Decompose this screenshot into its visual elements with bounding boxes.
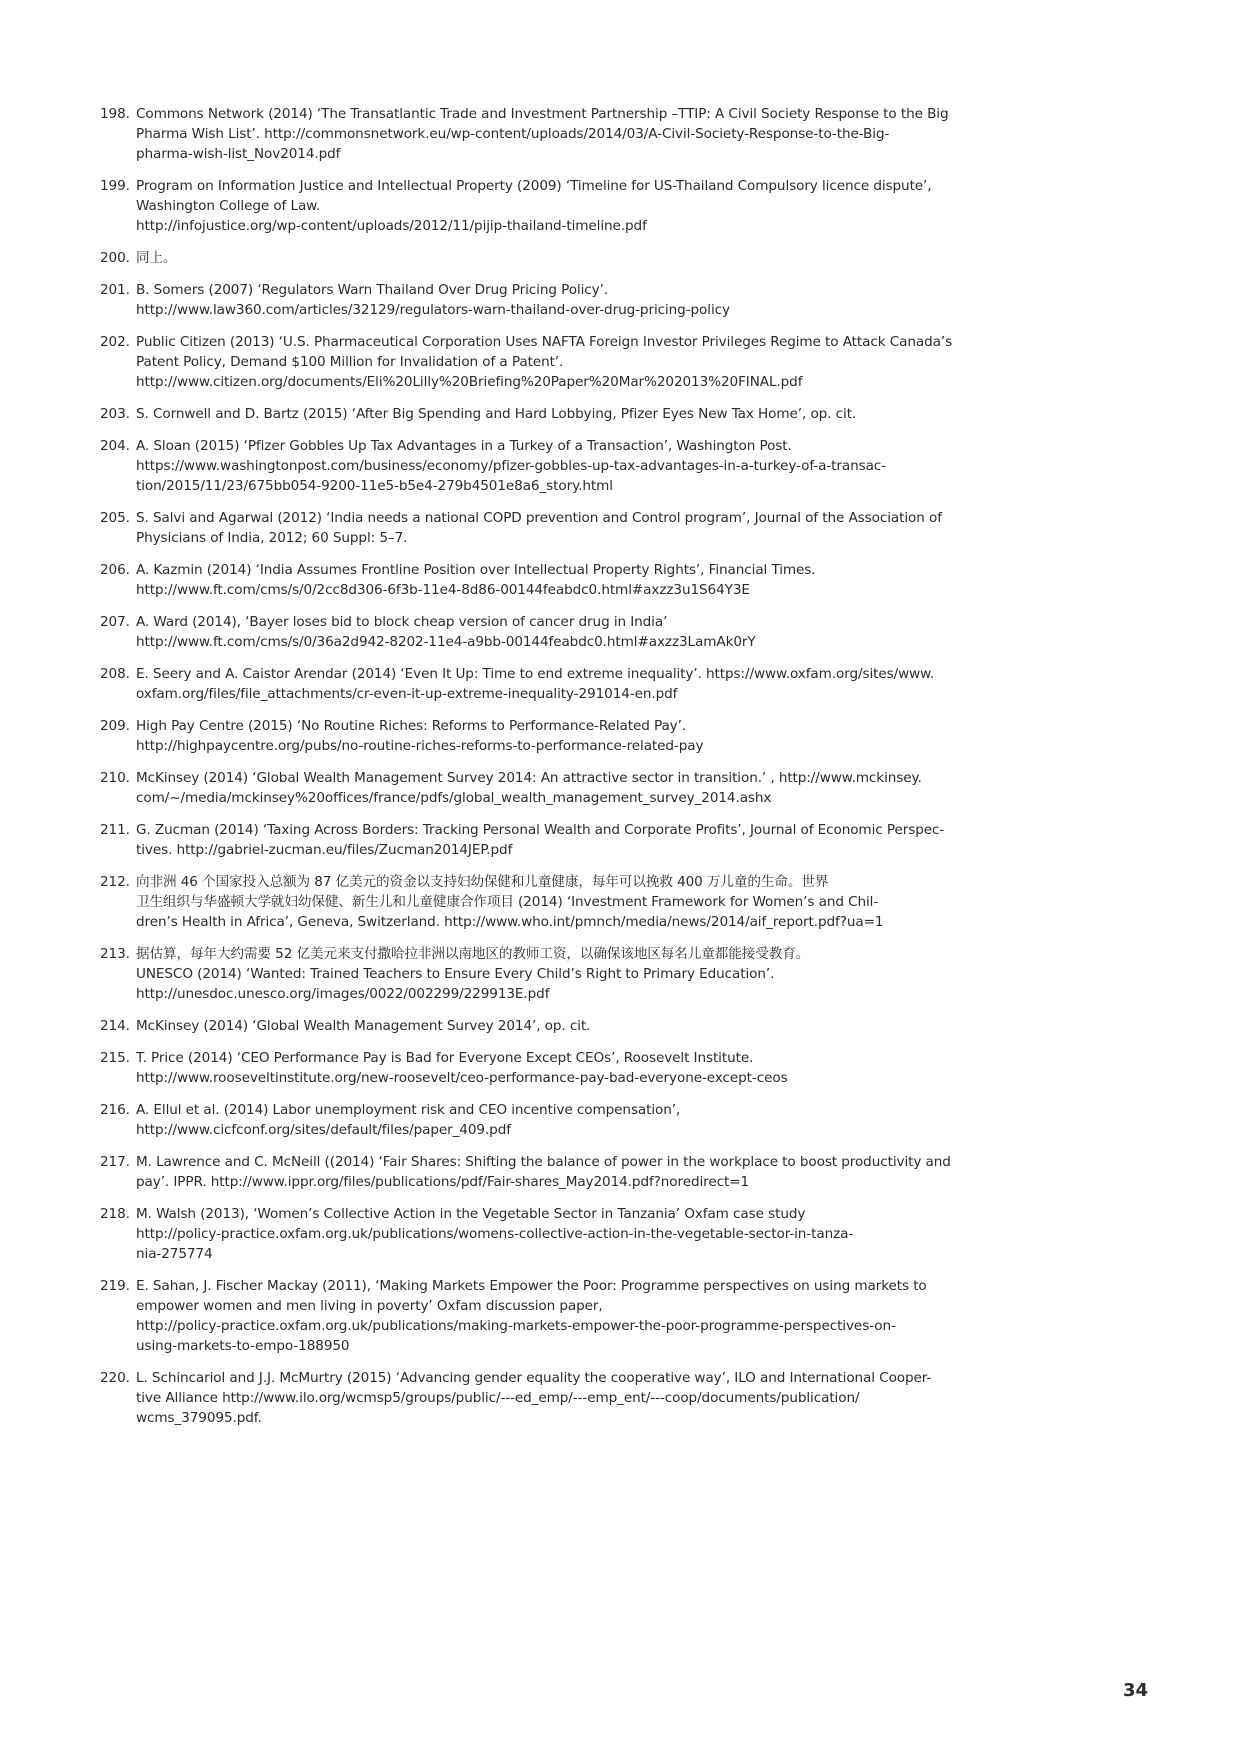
reference-number: 213. [100, 946, 130, 962]
reference-number: 215. [100, 1050, 130, 1066]
reference-number: 209. [100, 718, 130, 734]
reference-number: 199. [100, 178, 130, 194]
reference-text [136, 1016, 996, 1036]
reference-number: 217. [100, 1154, 130, 1170]
reference-number: 206. [100, 562, 130, 578]
reference-line: A. Kazmin (2014) ‘India Assumes Frontline Position over Intellectual Property Rights’, Financial Times. [136, 562, 816, 578]
reference-item [100, 332, 996, 392]
reference-line: McKinsey (2014) ‘Global Wealth Management Survey 2014’, op. cit. [136, 1018, 591, 1034]
reference-number: 201. [100, 282, 130, 298]
reference-line: S. Cornwell and D. Bartz (2015) ‘After Big Spending and Hard Lobbying, Pfizer Eyes New Tax Home’, op. cit. [136, 406, 857, 422]
reference-line: M. Lawrence and C. McNeill ((2014) ‘Fair Shares: Shifting the balance of power in the workplace to boost productivity and [136, 1154, 951, 1170]
reference-line: using-markets-to-empo-188950 [136, 1338, 350, 1354]
reference-line: http://unesdoc.unesco.org/images/0022/002299/229913E.pdf [136, 986, 550, 1002]
reference-item [100, 1100, 996, 1140]
reference-item [100, 436, 996, 496]
reference-line: http://highpaycentre.org/pubs/no-routine-riches-reforms-to-performance-related-pay [136, 738, 704, 754]
reference-item [100, 248, 996, 268]
reference-number: 200. [100, 250, 130, 266]
reference-item [100, 768, 996, 808]
reference-list [100, 104, 996, 1440]
reference-line: pay’. IPPR. http://www.ippr.org/files/publications/pdf/Fair-shares_May2014.pdf?noredirect=1 [136, 1174, 750, 1190]
reference-line: Washington College of Law. [136, 198, 321, 214]
reference-text [136, 1368, 996, 1428]
reference-item [100, 1276, 996, 1356]
reference-line: Commons Network (2014) ‘The Transatlantic Trade and Investment Partnership –TTIP: A Civil Society Response to the Big [136, 106, 949, 122]
reference-line: 据估算，每年大约需要 52 亿美元来支付撒哈拉非洲以南地区的教师工资，以确保该地区每名儿童都能接受教育。 [136, 946, 810, 962]
reference-item [100, 1204, 996, 1264]
reference-line: http://policy-practice.oxfam.org.uk/publications/womens-collective-action-in-the-vegetable-sector-in-tanza- [136, 1226, 854, 1242]
reference-text [136, 248, 996, 268]
reference-number: 214. [100, 1018, 130, 1034]
reference-text [136, 1048, 996, 1088]
reference-line: McKinsey (2014) ‘Global Wealth Management Survey 2014: An attractive sector in transition.’ , http://www.mckinsey. [136, 770, 922, 786]
reference-number: 212. [100, 874, 130, 890]
reference-line: http://www.law360.com/articles/32129/regulators-warn-thailand-over-drug-pricing-policy [136, 302, 730, 318]
reference-text [136, 104, 996, 164]
reference-number: 204. [100, 438, 130, 454]
reference-line: http://www.cicfconf.org/sites/default/files/paper_409.pdf [136, 1122, 511, 1138]
reference-text [136, 508, 996, 548]
reference-text [136, 768, 996, 808]
reference-line: Pharma Wish List’. http://commonsnetwork.eu/wp-content/uploads/2014/03/A-Civil-Society-Response-to-the-Big- [136, 126, 890, 142]
reference-line: Physicians of India, 2012; 60 Suppl: 5–7. [136, 530, 408, 546]
reference-number: 202. [100, 334, 130, 350]
reference-line: L. Schincariol and J.J. McMurtry (2015) ‘Advancing gender equality the cooperative way’, ILO and International Cooper- [136, 1370, 932, 1386]
reference-text [136, 1100, 996, 1140]
reference-line: wcms_379095.pdf. [136, 1410, 262, 1426]
reference-line: http://www.rooseveltinstitute.org/new-roosevelt/ceo-performance-pay-bad-everyone-except-ceos [136, 1070, 788, 1086]
reference-line: A. Sloan (2015) ‘Pfizer Gobbles Up Tax Advantages in a Turkey of a Transaction’, Washington Post. [136, 438, 792, 454]
reference-line: dren’s Health in Africa’, Geneva, Switzerland. http://www.who.int/pmnch/media/news/2014/aif_report.pdf?ua=1 [136, 914, 884, 930]
reference-text [136, 664, 996, 704]
reference-line: oxfam.org/files/file_attachments/cr-even-it-up-extreme-inequality-291014-en.pdf [136, 686, 678, 702]
reference-number: 220. [100, 1370, 130, 1386]
reference-text [136, 436, 996, 496]
reference-item [100, 872, 996, 932]
reference-line: M. Walsh (2013), ‘Women’s Collective Action in the Vegetable Sector in Tanzania’ Oxfam case study [136, 1206, 806, 1222]
reference-text [136, 560, 996, 600]
reference-line: E. Sahan, J. Fischer Mackay (2011), ‘Making Markets Empower the Poor: Programme perspectives on using markets to [136, 1278, 927, 1294]
reference-line: UNESCO (2014) ‘Wanted: Trained Teachers to Ensure Every Child’s Right to Primary Education’. [136, 966, 775, 982]
reference-line: 同上。 [136, 250, 177, 266]
reference-item [100, 664, 996, 704]
reference-line: http://www.citizen.org/documents/Eli%20Lilly%20Briefing%20Paper%20Mar%202013%20FINAL.pdf [136, 374, 803, 390]
reference-line: Patent Policy, Demand $100 Million for Invalidation of a Patent’. [136, 354, 564, 370]
reference-text [136, 404, 996, 424]
reference-line: 向非洲 46 个国家投入总额为 87 亿美元的资金以支持妇幼保健和儿童健康，每年可以挽救 400 万儿童的生命。世界 [136, 874, 829, 890]
reference-item [100, 1368, 996, 1428]
reference-number: 210. [100, 770, 130, 786]
reference-item [100, 1048, 996, 1088]
reference-line: G. Zucman (2014) ‘Taxing Across Borders: Tracking Personal Wealth and Corporate Profits’, Journal of Economic Perspec- [136, 822, 945, 838]
reference-number: 218. [100, 1206, 130, 1222]
reference-item [100, 944, 996, 1004]
reference-item [100, 820, 996, 860]
reference-text [136, 176, 996, 236]
reference-number: 205. [100, 510, 130, 526]
reference-text [136, 716, 996, 756]
reference-text [136, 1204, 996, 1264]
reference-line: com/~/media/mckinsey%20offices/france/pdfs/global_wealth_management_survey_2014.ashx [136, 790, 772, 806]
reference-line: tion/2015/11/23/675bb054-9200-11e5-b5e4-279b4501e8a6_story.html [136, 478, 613, 494]
reference-text [136, 872, 996, 932]
reference-text [136, 332, 996, 392]
reference-number: 203. [100, 406, 130, 422]
reference-text [136, 820, 996, 860]
reference-number: 211. [100, 822, 130, 838]
reference-line: E. Seery and A. Caistor Arendar (2014) ‘Even It Up: Time to end extreme inequality’. https://www.oxfam.org/sites/www. [136, 666, 935, 682]
reference-line: http://infojustice.org/wp-content/uploads/2012/11/pijip-thailand-timeline.pdf [136, 218, 647, 234]
reference-line: T. Price (2014) ‘CEO Performance Pay is Bad for Everyone Except CEOs’, Roosevelt Institute. [136, 1050, 754, 1066]
reference-item [100, 104, 996, 164]
reference-item [100, 280, 996, 320]
reference-line: empower women and men living in poverty’ Oxfam discussion paper, [136, 1298, 603, 1314]
reference-line: http://www.ft.com/cms/s/0/36a2d942-8202-11e4-a9bb-00144feabdc0.html#axzz3LamAk0rY [136, 634, 756, 650]
reference-line: A. Ellul et al. (2014) Labor unemployment risk and CEO incentive compensation’, [136, 1102, 681, 1118]
reference-line: tive Alliance http://www.ilo.org/wcmsp5/groups/public/---ed_emp/---emp_ent/---coop/documents/publication/ [136, 1390, 860, 1406]
reference-number: 219. [100, 1278, 130, 1294]
reference-line: http://www.ft.com/cms/s/0/2cc8d306-6f3b-11e4-8d86-00144feabdc0.html#axzz3u1S64Y3E [136, 582, 750, 598]
reference-item [100, 1152, 996, 1192]
reference-item [100, 1016, 996, 1036]
reference-line: A. Ward (2014), ‘Bayer loses bid to block cheap version of cancer drug in India’ [136, 614, 668, 630]
reference-text [136, 1152, 996, 1192]
reference-line: https://www.washingtonpost.com/business/economy/pfizer-gobbles-up-tax-advantages-in-a-turkey-of-a-transac- [136, 458, 886, 474]
reference-item [100, 176, 996, 236]
reference-line: High Pay Centre (2015) ‘No Routine Riches: Reforms to Performance-Related Pay’. [136, 718, 687, 734]
reference-text [136, 1276, 996, 1356]
reference-line: tives. http://gabriel-zucman.eu/files/Zucman2014JEP.pdf [136, 842, 513, 858]
reference-item [100, 716, 996, 756]
page-number: 34 [1122, 1680, 1148, 1701]
reference-line: B. Somers (2007) ‘Regulators Warn Thailand Over Drug Pricing Policy’. [136, 282, 609, 298]
reference-number: 207. [100, 614, 130, 630]
reference-item [100, 404, 996, 424]
reference-line: nia-275774 [136, 1246, 213, 1262]
reference-text [136, 944, 996, 1004]
reference-number: 216. [100, 1102, 130, 1118]
reference-text [136, 280, 996, 320]
reference-line: S. Salvi and Agarwal (2012) ‘India needs a national COPD prevention and Control program’, Journal of the Association of [136, 510, 942, 526]
reference-item [100, 560, 996, 600]
reference-item [100, 508, 996, 548]
reference-line: pharma-wish-list_Nov2014.pdf [136, 146, 341, 162]
reference-number: 198. [100, 106, 130, 122]
reference-line: Public Citizen (2013) ‘U.S. Pharmaceutical Corporation Uses NAFTA Foreign Investor Privileges Regime to Attack Canada’s [136, 334, 953, 350]
reference-line: Program on Information Justice and Intellectual Property (2009) ‘Timeline for US-Thailand Compulsory licence dispute’, [136, 178, 932, 194]
reference-line: http://policy-practice.oxfam.org.uk/publications/making-markets-empower-the-poor-programme-perspectives-on- [136, 1318, 896, 1334]
reference-number: 208. [100, 666, 130, 682]
reference-item [100, 612, 996, 652]
reference-text [136, 612, 996, 652]
reference-line: 卫生组织与华盛顿大学就妇幼保健、新生儿和儿童健康合作项目 (2014) ‘Investment Framework for Women’s and Chil- [136, 894, 879, 910]
